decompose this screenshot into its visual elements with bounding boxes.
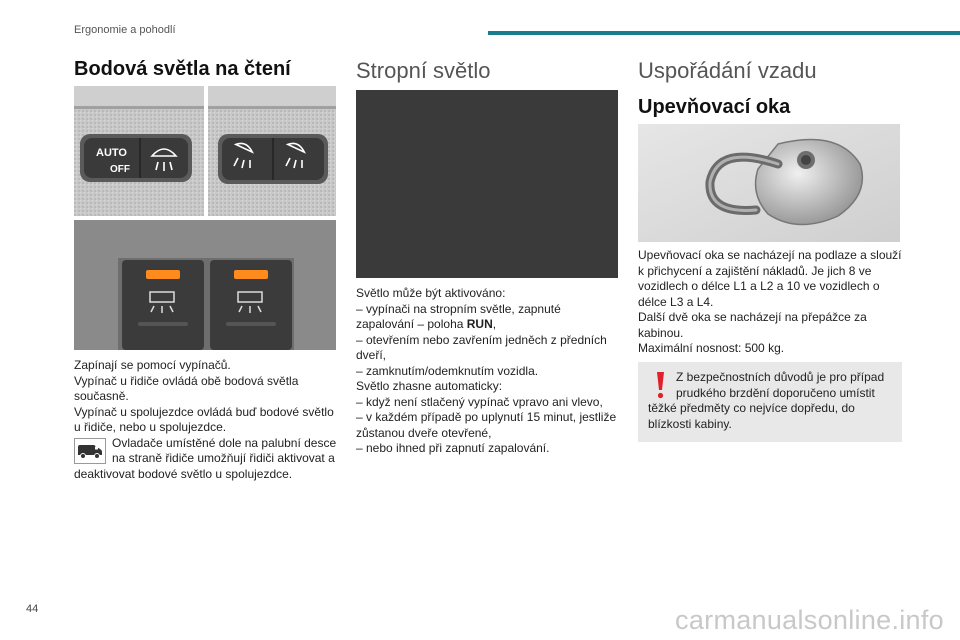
activation-item: – otevřením nebo zavřením jedněch z předních dveří,	[356, 332, 607, 362]
lashing-rings-paragraph: Další dvě oka se nacházejí na přepážce za kabinou.	[638, 310, 867, 340]
reading-light-switches-image	[208, 86, 336, 216]
exclamation-icon	[648, 370, 672, 400]
reading-lights-paragraph: Vypínač u řidiče ovládá obě bodová světla současně.	[74, 373, 299, 403]
reading-lights-paragraph: Vypínač u spolujezdce ovládá buď bodové světlo u řidiče, nebo u spolujezdce.	[74, 404, 334, 434]
page-number: 44	[26, 603, 39, 615]
reading-lights-paragraph: Zapínají se pomocí vypínačů.	[74, 358, 231, 372]
passenger-light-note: Ovladače umístěné dole na palubní desce na straně řidiče umožňují řidiči aktivovat a deaktivovat bodové světlo u spolujezdce.	[74, 435, 337, 481]
reading-lights-title: Bodová světla na čtení	[74, 58, 291, 80]
run-position: RUN	[466, 317, 493, 331]
ceiling-light-text	[356, 286, 620, 457]
activation-item: – vypínači na stropním světle, zapnuté zapalování – poloha RUN,	[356, 301, 561, 331]
auto-off-item: – když není stlačený vypínač vpravo ani vlevo,	[356, 394, 603, 409]
auto-label: AUTO	[96, 147, 127, 159]
ceiling-light-image	[356, 90, 618, 278]
off-label: OFF	[110, 164, 130, 175]
reading-light-switch-auto-image	[74, 86, 204, 216]
auto-off-item: – v každém případě po uplynutí 15 minut, jestliže zůstanou dveře otevřené,	[356, 410, 617, 440]
auto-off-item: – nebo ihned při zapnutí zapalování.	[356, 441, 550, 455]
lashing-rings-paragraph: Upevňovací oka se nacházejí na podlaze a slouží k přichycení a zajištění nákladů. Je jich 8 ve vozidlech o délce L1 a L2 a 10 ve vozidlech o délce L3 a L4.	[638, 248, 902, 309]
activation-intro: Světlo může být aktivováno:	[356, 286, 506, 300]
section-label: Ergonomie a pohodlí	[74, 24, 176, 36]
van-icon	[74, 438, 106, 464]
auto-off-intro: Světlo zhasne automaticky:	[356, 379, 503, 393]
ceiling-light-title: Stropní světlo	[356, 58, 491, 83]
lashing-rings-title: Upevňovací oka	[638, 96, 791, 118]
rear-layout-title: Uspořádání vzadu	[638, 58, 817, 83]
max-load-text: Maximální nosnost: 500 kg.	[638, 341, 785, 355]
dashboard-switches-image	[74, 220, 336, 350]
lashing-ring-image	[638, 124, 900, 242]
reading-lights-text	[74, 358, 338, 482]
safety-warning-box	[638, 362, 902, 442]
safety-warning-text: Z bezpečnostních důvodů je pro případ prudkého brzdění doporučeno umístit těžké předměty co nejvíce dopředu, do blízkosti kabiny.	[648, 370, 885, 431]
activation-item: – zamknutím/odemknutím vozidla.	[356, 363, 539, 378]
header-accent-bar	[488, 31, 960, 35]
lashing-rings-text	[638, 248, 902, 357]
watermark: carmanualsonline.info	[675, 605, 944, 635]
